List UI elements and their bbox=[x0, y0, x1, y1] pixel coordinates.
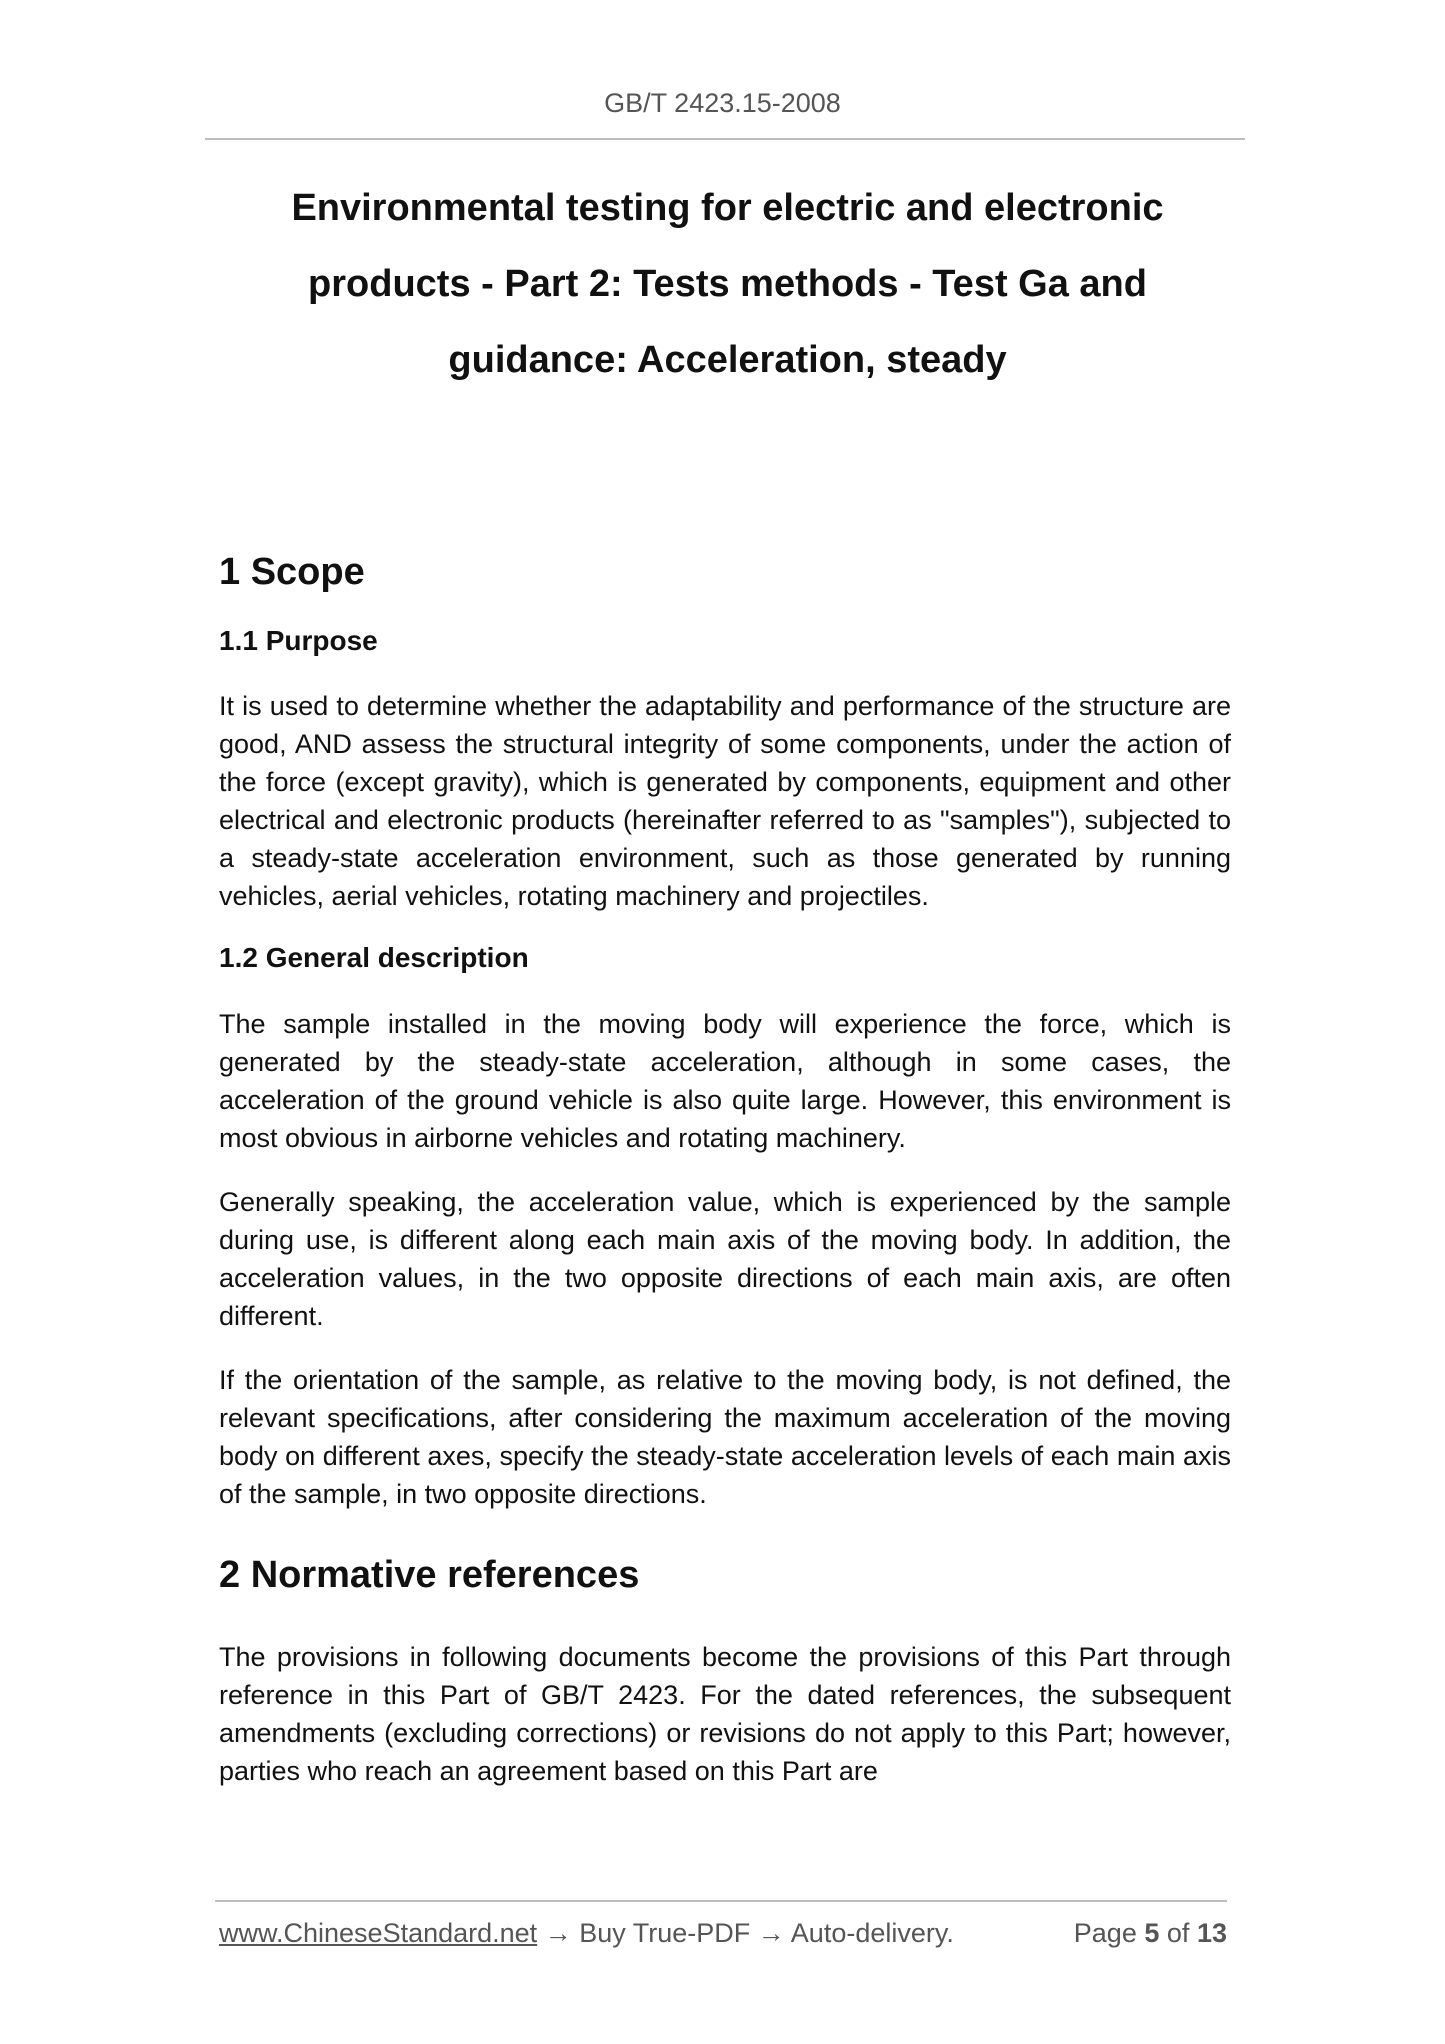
purpose-paragraph: It is used to determine whether the adaptability and performance of the structure are good, AND assess the structural integrity of some components, under the action of the force (except gravity), which is generated by components, equipment and other electrical and electronic products (hereinafter referred to as "samples"), subjected to a steady-state acceleration environment, such as those generated by running vehicles, aerial vehicles, rotating machinery and projectiles. bbox=[219, 691, 1231, 912]
subsection-heading-purpose: 1.1 Purpose bbox=[219, 624, 378, 656]
document-title: Environmental testing for electric and electronic products - Part 2: Tests methods - Test Ga and guidance: Acceleration, steady bbox=[291, 187, 1164, 381]
page-label: Page bbox=[1073, 1918, 1137, 1948]
section-heading-normative-references: 2 Normative references bbox=[219, 1553, 640, 1596]
subsection-heading-general-description: 1.2 General description bbox=[219, 942, 529, 974]
document-code-header: GB/T 2423.15-2008 bbox=[604, 88, 841, 118]
page-number bbox=[1074, 1918, 1227, 1949]
delivery-text: Auto-delivery. bbox=[790, 1918, 954, 1948]
section-heading-scope: 1 Scope bbox=[219, 551, 365, 593]
footer-divider bbox=[215, 1900, 1227, 1902]
general-paragraph-2: Generally speaking, the acceleration value, which is experienced by the sample during use, is different along each main axis of the moving body. In addition, the acceleration values, in the two opposite directions of each main axis, are often different. bbox=[219, 1186, 1231, 1331]
general-paragraph-3: If the orientation of the sample, as relative to the moving body, is not defined, the relevant specifications, after considering the maximum acceleration of the moving body on different axes, specify the steady-state acceleration levels of each main axis of the sample, in two opposite directions. bbox=[219, 1364, 1231, 1509]
normative-paragraph: The provisions in following documents become the provisions of this Part through reference in this Part of GB/T 2423. For the dated references, the subsequent amendments (excluding corrections) or revisions do not apply to this Part; however, parties who reach an agreement based on this Part are bbox=[219, 1642, 1231, 1787]
of-label: of bbox=[1166, 1918, 1190, 1948]
current-page: 5 bbox=[1144, 1918, 1160, 1948]
general-paragraph-1: The sample installed in the moving body will experience the force, which is generated by the steady-state acceleration, although in some cases, the acceleration of the ground vehicle is also quite large. However, this environment is most obvious in airborne vehicles and rotating machinery. bbox=[219, 1008, 1231, 1153]
website-link[interactable]: www.ChineseStandard.net bbox=[219, 1918, 538, 1948]
total-pages: 13 bbox=[1196, 1918, 1227, 1948]
document-body bbox=[219, 530, 1231, 1816]
footer-promo bbox=[219, 1918, 954, 1949]
arrow-right-icon: → bbox=[757, 1918, 785, 1948]
buy-text: Buy True-PDF bbox=[579, 1918, 751, 1948]
header-divider bbox=[205, 138, 1245, 140]
arrow-right-icon: → bbox=[544, 1918, 572, 1948]
